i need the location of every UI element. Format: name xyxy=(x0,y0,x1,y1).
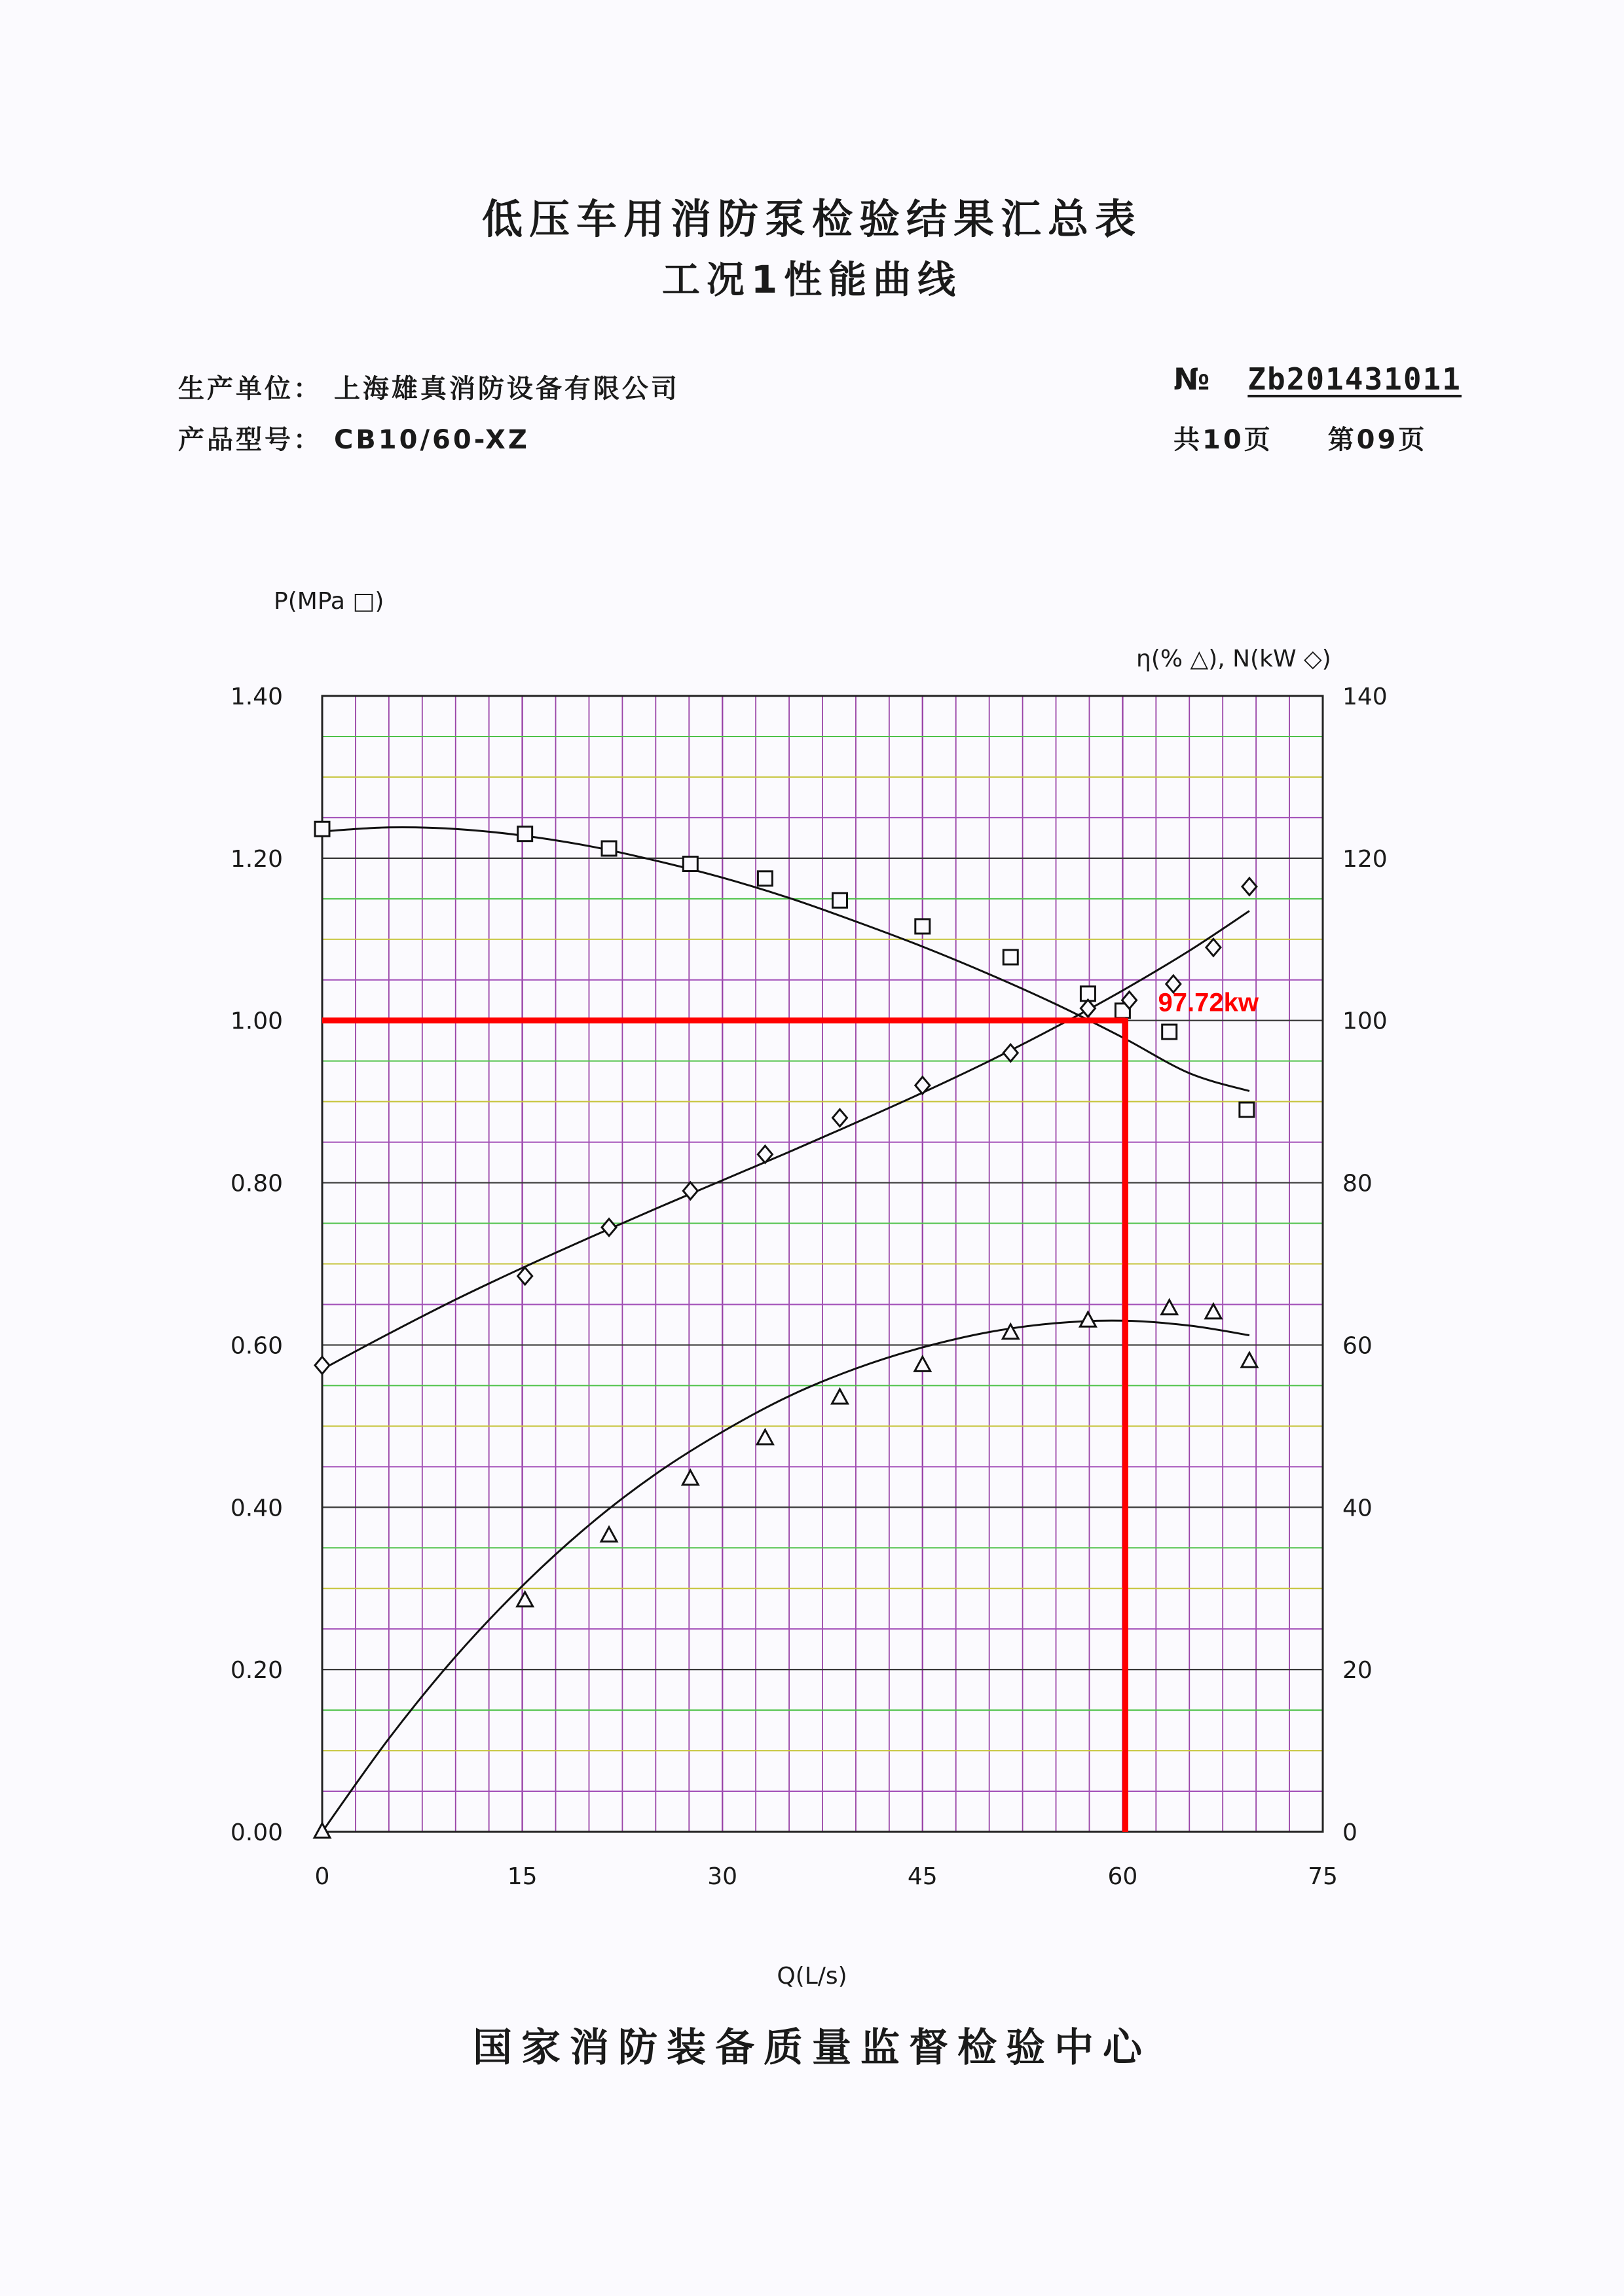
efficiency-point xyxy=(601,1527,617,1542)
efficiency-point xyxy=(1242,1353,1257,1367)
power-point xyxy=(602,1219,616,1236)
power-point xyxy=(1080,1000,1095,1017)
x-tick-label: 30 xyxy=(707,1863,738,1890)
pressure-point xyxy=(915,919,930,934)
issuing-organization: 国家消防装备质量监督检验中心 xyxy=(473,2025,1151,2071)
pressure-point xyxy=(602,841,616,856)
fit-curve-triangle xyxy=(322,1321,1249,1832)
efficiency-point xyxy=(682,1470,698,1485)
efficiency-point xyxy=(915,1357,931,1371)
pressure-point xyxy=(832,893,847,907)
efficiency-point xyxy=(517,1592,533,1607)
fit-curve-square xyxy=(322,828,1249,1091)
annotation-layer xyxy=(322,989,1259,1832)
power-point xyxy=(832,1109,847,1126)
efficiency-point xyxy=(832,1389,847,1404)
fit-curves xyxy=(322,828,1249,1832)
y-left-tick-label: 0.00 xyxy=(230,1819,283,1846)
y-right-tick-label: 40 xyxy=(1342,1495,1373,1522)
number-sign: № xyxy=(1173,361,1213,397)
x-tick-label: 45 xyxy=(907,1863,938,1890)
efficiency-point xyxy=(1206,1304,1221,1319)
y-axis-left-label: P(MPa □) xyxy=(274,588,384,615)
y-right-tick-label: 100 xyxy=(1342,1008,1388,1035)
report-subtitle: 工况1性能曲线 xyxy=(661,257,963,302)
efficiency-point xyxy=(1003,1324,1018,1339)
pressure-point xyxy=(1003,950,1018,964)
efficiency-point xyxy=(757,1430,773,1444)
document-number-value: Zb201431011 xyxy=(1247,361,1462,397)
pressure-point xyxy=(518,827,532,841)
pressure-point xyxy=(758,871,772,886)
y-right-tick-label: 60 xyxy=(1342,1332,1373,1360)
x-tick-label: 0 xyxy=(314,1863,330,1890)
annotation-label: 97.72kw xyxy=(1158,988,1259,1017)
x-tick-label: 15 xyxy=(507,1863,538,1890)
y-axis-right-label: η(% △), N(kW ◇) xyxy=(1136,646,1331,672)
power-point xyxy=(1242,878,1257,895)
y-left-tick-label: 0.40 xyxy=(230,1495,283,1522)
y-right-tick-label: 20 xyxy=(1342,1657,1373,1685)
y-left-tick-label: 1.20 xyxy=(230,845,283,873)
efficiency-point xyxy=(1080,1312,1096,1326)
y-left-tick-label: 1.00 xyxy=(230,1008,283,1035)
pressure-point xyxy=(1240,1102,1254,1117)
x-tick-label: 75 xyxy=(1308,1863,1338,1890)
pressure-point xyxy=(683,857,697,871)
chart-grid xyxy=(322,696,1323,1832)
y-right-tick-label: 140 xyxy=(1342,683,1388,710)
current-page: 第09页 xyxy=(1327,425,1428,455)
total-pages: 共10页 xyxy=(1173,425,1273,455)
power-point xyxy=(315,1357,329,1374)
efficiency-point xyxy=(1162,1300,1177,1315)
y-left-tick-label: 0.20 xyxy=(230,1657,283,1685)
y-left-tick-label: 1.40 xyxy=(230,683,283,710)
y-right-tick-label: 80 xyxy=(1342,1170,1373,1197)
y-right-tick-label: 120 xyxy=(1342,845,1388,873)
x-tick-label: 60 xyxy=(1107,1863,1138,1890)
chart-ticks xyxy=(231,683,1388,1890)
model-label: 产品型号： xyxy=(178,425,322,455)
power-point xyxy=(1206,939,1221,956)
model-value: CB10/60-XZ xyxy=(333,425,530,455)
y-right-tick-label: 0 xyxy=(1342,1819,1357,1846)
x-axis-label: Q(L/s) xyxy=(777,1963,847,1990)
y-left-tick-label: 0.80 xyxy=(230,1170,283,1197)
pressure-point xyxy=(1162,1025,1177,1039)
report-title: 低压车用消防泵检验结果汇总表 xyxy=(481,195,1142,243)
y-left-tick-label: 0.60 xyxy=(230,1332,283,1360)
pressure-point xyxy=(315,822,329,836)
manufacturer-label: 生产单位： xyxy=(178,374,322,404)
manufacturer-value: 上海雄真消防设备有限公司 xyxy=(333,374,680,404)
